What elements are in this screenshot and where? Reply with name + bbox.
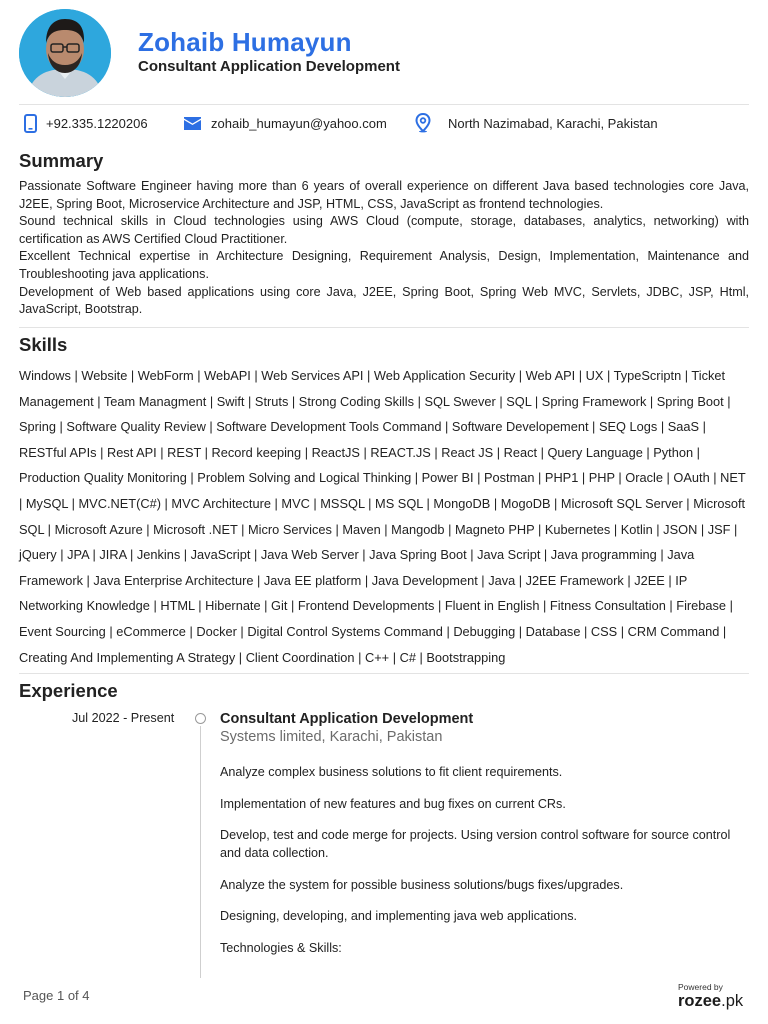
skills-divider <box>19 673 749 674</box>
skills-list: Windows | Website | WebForm | WebAPI | Web Services API | Web Application Security | Web API | UX | TypeScriptn | Ticket Management | Team Managment | Swift | Struts | Strong Coding Skills | SQL Swever | SQL | Spring Framework | Spring Boot | Spring | Software Quality Review | Software Development Tools Command | Software Developement | SEQ Logs | SaaS | RESTful APIs | Rest API | REST | Record keeping | ReactJS | REACT.JS | React JS | React | Query Language | Python | Production Quality Monitoring | Problem Solving and Logical Thinking | Power BI | Postman | PHP1 | PHP | Oracle | OAuth | NET | MySQL | MVC.NET(C#) | MVC Architecture | MVC | MSSQL | MS SQL | MongoDB | MogoDB | Microsoft SQL Server | Microsoft SQL | Microsoft Azure | Microsoft .NET | Micro Services | Maven | Mangodb | Magneto PHP | Kubernetes | Kotlin | JSON | JSF | jQuery | JPA | JIRA | Jenkins | JavaScript | Java Web Server | Java Spring Boot | Java Script | Java programming | Java Framework | Java Enterprise Architecture | Java EE platform | Java Development | Java | J2EE Framework | J2EE | IP Networking Knowledge | HTML | Hibernate | Git | Frontend Developments | Fluent in English | Fitness Consultation | Firebase | Event Sourcing | eCommerce | Docker | Digital Control Systems Command | Debugging | Database | CSS | CRM Command | Creating And Implementing A Strategy | Client Coordination | C++ | C# | Bootstrapping <box>19 368 746 665</box>
job-company: Systems limited, Karachi, Pakistan <box>220 729 443 745</box>
location-text: North Nazimabad, Karachi, Pakistan <box>448 115 658 131</box>
brand-name <box>678 992 743 1010</box>
phone-number: +92.335.1220206 <box>46 115 148 131</box>
summary-line: Sound technical skills in Cloud technologies using AWS Cloud (compute, storage, databases, analytics, networking) with certification as AWS Certified Cloud Practitioner. <box>19 214 749 246</box>
summary-line: Passionate Software Engineer having more than 6 years of overall experience on different Java based technologies core Java, J2EE, Spring Boot, Microservice Architecture and JSP, HTML, CSS, JavaScript as frontend technologies. <box>19 179 749 211</box>
email-icon <box>183 116 202 131</box>
candidate-title: Consultant Application Development <box>138 58 400 75</box>
experience-heading: Experience <box>19 680 118 701</box>
timeline-line <box>200 726 201 978</box>
job-point: Technologies & Skills: <box>220 940 342 955</box>
powered-by-text: Powered by <box>678 982 723 992</box>
phone-icon <box>24 114 37 133</box>
resume-header <box>19 9 749 99</box>
email-address: zohaib_humayun@yahoo.com <box>211 115 387 131</box>
job-responsibilities <box>220 763 740 970</box>
skills-heading: Skills <box>19 334 68 355</box>
job-point: Implementation of new features and bug fixes on current CRs. <box>220 796 566 811</box>
candidate-name: Zohaib Humayun <box>138 27 352 57</box>
brand-name-main: rozee <box>678 992 722 1010</box>
summary-body <box>19 178 749 319</box>
job-title: Consultant Application Development <box>220 711 474 727</box>
summary-line: Development of Web based applications using core Java, J2EE, Spring Boot, Spring Web MVC, Servlets, JDBC, JSP, Html, JavaScript, Bootstrap. <box>19 284 749 317</box>
summary-heading: Summary <box>19 150 104 171</box>
job-point: Analyze complex business solutions to fit client requirements. <box>220 765 563 779</box>
contact-email <box>183 112 387 134</box>
header-divider <box>19 104 749 105</box>
summary-line: Excellent Technical expertise in Architecture Designing, Requirement Analysis, Design, Implementation, Maintenance and Troubleshooting java applications. <box>19 249 749 281</box>
job-point: Analyze the system for possible business solutions/bugs fixes/upgrades. <box>220 877 624 892</box>
contact-location <box>415 112 658 134</box>
brand-suffix: .pk <box>721 992 744 1010</box>
location-pin-icon <box>415 113 431 133</box>
contact-phone <box>24 112 148 134</box>
job-dates: Jul 2022 - Present <box>72 711 175 725</box>
avatar <box>19 9 111 97</box>
timeline-dot <box>195 713 206 724</box>
page-number: Page 1 of 4 <box>23 988 90 1003</box>
rozee-logo <box>678 982 748 1012</box>
profile-photo <box>19 9 111 97</box>
job-point: Develop, test and code merge for projects. Using version control software for source control and data collection. <box>220 828 731 860</box>
summary-divider <box>19 327 749 328</box>
job-point: Designing, developing, and implementing java web applications. <box>220 909 578 923</box>
